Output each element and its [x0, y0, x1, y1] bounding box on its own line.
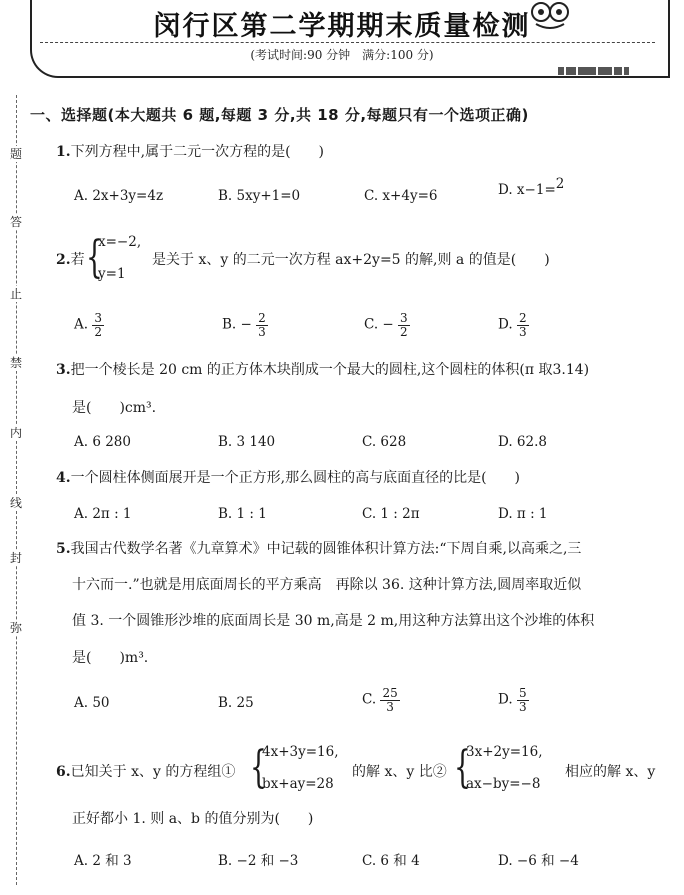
q3-option-b: B. 3 140 — [218, 434, 276, 450]
brace-icon: { — [86, 232, 103, 283]
option-text: D. x−1= — [498, 182, 556, 198]
q3-option-c: C. 628 — [362, 434, 407, 450]
question-text: 我国古代数学名著《九章算术》中记载的圆锥体积计算方法:“下周自乘,以高乘之,三 — [70, 541, 582, 557]
numerator: 2 — [258, 311, 266, 325]
exam-info: (考试时间:90 分钟 满分:100 分) — [250, 48, 434, 62]
question-6-post: 相应的解 x、y — [565, 764, 656, 780]
numerator: 25 — [382, 686, 398, 700]
question-text: 把一个棱长是 20 cm 的正方体木块削成一个最大的圆柱,这个圆柱的体积(π 取3.14) — [70, 362, 590, 378]
question-text: 一个圆柱体侧面展开是一个正方形,那么圆柱的高与底面直径的比是( ) — [70, 470, 520, 486]
question-1 — [56, 144, 324, 161]
numerator: 3 — [94, 311, 102, 325]
q6-option-b: B. −2 和 −3 — [218, 853, 299, 869]
q3-option-a: A. 6 280 — [74, 434, 131, 450]
question-2-text: 是关于 x、y 的二元一次方程 ax+2y=5 的解,则 a 的值是( ) — [152, 252, 550, 268]
fraction — [380, 687, 399, 713]
denominator: 3 — [258, 324, 266, 339]
numerator: 5 — [518, 686, 527, 700]
q1-option-b: B. 5xy+1=0 — [218, 188, 301, 204]
option-label: C. — [362, 691, 377, 708]
question-2-prefix — [56, 252, 85, 269]
question-6-mid: 的解 x、y 比② — [352, 764, 447, 780]
system-line: 4x+3y=16, — [262, 744, 339, 760]
binding-char: 答 — [9, 215, 22, 229]
q2-equation-system — [86, 232, 146, 292]
option-label: D. — [498, 691, 513, 708]
brace-icon: { — [454, 742, 471, 793]
fraction — [517, 312, 529, 338]
denominator: 3 — [386, 699, 394, 714]
option-label: C. − — [364, 316, 394, 333]
question-number: 1. — [56, 144, 71, 160]
system-line: x=−2, — [98, 234, 142, 250]
q1-option-d — [498, 176, 565, 198]
q3-option-d: D. 62.8 — [498, 434, 547, 450]
fraction — [92, 312, 104, 338]
denominator: 2 — [94, 324, 102, 339]
question-5-line3: 值 3. 一个圆锥形沙堆的底面周长是 30 m,高是 2 m,用这种方法算出这个沙堆的体积 — [72, 613, 595, 629]
question-number: 4. — [56, 470, 71, 486]
question-4 — [56, 470, 520, 487]
header-divider — [40, 42, 655, 43]
question-3 — [56, 362, 589, 379]
q1-option-a: A. 2x+3y=4z — [74, 188, 164, 204]
header-decoration — [558, 60, 631, 79]
binding-char: 封 — [9, 551, 22, 565]
q6-equation-system-1 — [250, 742, 350, 802]
page-title: 闵行区第二学期期末质量检测 — [153, 11, 531, 42]
question-number: 5. — [56, 541, 71, 557]
question-5 — [56, 541, 581, 558]
question-number: 3. — [56, 362, 71, 378]
denominator: 2 — [400, 324, 408, 339]
option-label: A. — [74, 316, 89, 333]
fraction — [517, 687, 529, 713]
question-3-line2: 是( )cm³. — [72, 400, 157, 416]
q5-option-c — [362, 687, 400, 713]
q4-option-a: A. 2π : 1 — [74, 506, 132, 522]
binding-char: 弥 — [9, 621, 22, 635]
question-6-prefix — [56, 764, 235, 781]
binding-char: 线 — [9, 496, 22, 510]
question-5-line4: 是( )m³. — [72, 650, 149, 666]
denominator: 3 — [518, 699, 527, 714]
binding-char: 内 — [9, 426, 22, 440]
question-text: 若 — [70, 252, 85, 268]
mascot-icon — [528, 0, 572, 30]
option-value: 2 — [555, 176, 565, 192]
q2-option-d — [498, 312, 529, 338]
system-line: bx+ay=28 — [262, 776, 334, 792]
q6-equation-system-2 — [454, 742, 554, 802]
binding-char: 止 — [9, 287, 22, 301]
question-text: 已知关于 x、y 的方程组① — [70, 764, 236, 780]
fraction — [398, 312, 410, 338]
binding-char: 禁 — [9, 356, 22, 370]
q5-option-b: B. 25 — [218, 695, 254, 711]
system-line: ax−by=−8 — [466, 776, 541, 792]
question-5-line2: 十六而一.”也就是用底面周长的平方乘高 再除以 36. 这种计算方法,圆周率取近似 — [72, 577, 582, 593]
section-title: 一、选择题(本大题共 6 题,每题 3 分,共 18 分,每题只有一个选项正确) — [30, 106, 529, 124]
q4-option-d: D. π : 1 — [498, 506, 548, 522]
q2-option-c — [364, 312, 410, 338]
q6-option-d: D. −6 和 −4 — [498, 853, 579, 869]
option-label: B. − — [222, 316, 252, 333]
q2-option-b — [222, 312, 268, 338]
q4-option-c: C. 1 : 2π — [362, 506, 420, 522]
numerator: 3 — [400, 311, 408, 325]
brace-icon: { — [250, 742, 267, 793]
option-label: D. — [498, 316, 513, 333]
q5-option-a: A. 50 — [74, 695, 110, 711]
system-line: y=1 — [98, 266, 126, 282]
q2-option-a — [74, 312, 104, 338]
question-number: 2. — [56, 252, 71, 268]
question-number: 6. — [56, 764, 71, 780]
system-line: 3x+2y=16, — [466, 744, 543, 760]
question-6-line2: 正好都小 1. 则 a、b 的值分别为( ) — [72, 811, 314, 827]
q1-option-c: C. x+4y=6 — [364, 188, 438, 204]
question-text: 下列方程中,属于二元一次方程的是( ) — [70, 144, 324, 160]
denominator: 3 — [518, 324, 527, 339]
q6-option-c: C. 6 和 4 — [362, 853, 420, 869]
q4-option-b: B. 1 : 1 — [218, 506, 267, 522]
q5-option-d — [498, 687, 529, 713]
binding-char: 题 — [9, 147, 22, 161]
numerator: 2 — [518, 311, 527, 325]
fraction — [256, 312, 268, 338]
q6-option-a: A. 2 和 3 — [74, 853, 132, 869]
